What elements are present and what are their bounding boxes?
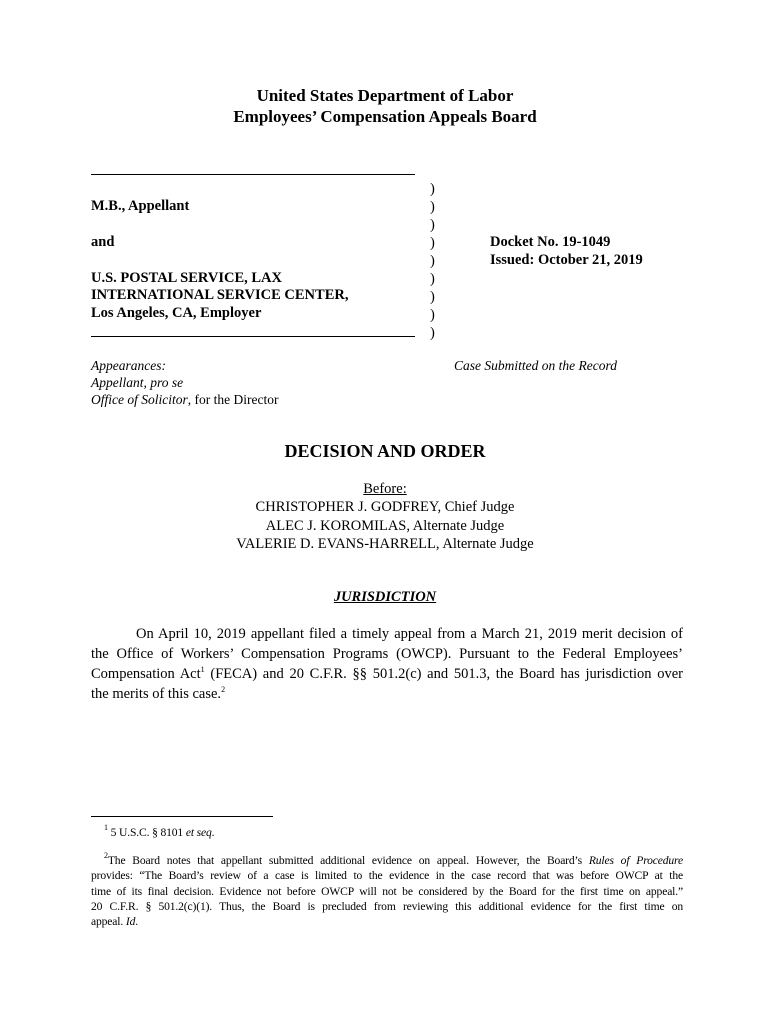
footnote-1-text: 5 U.S.C. § 8101 — [107, 826, 186, 839]
paragraph-line-4-text: the merits of this case. — [91, 686, 222, 702]
solicitor-name: Office of Solicitor — [91, 392, 188, 407]
employer-line-3: Los Angeles, CA, Employer — [91, 305, 262, 321]
judge-3: VALERIE D. EVANS-HARRELL, Alternate Judge — [236, 536, 534, 552]
rules-of-procedure: Rules of Procedure — [588, 854, 683, 867]
appearances-label: Appearances: — [91, 358, 166, 373]
board-title: Employees’ Compensation Appeals Board — [233, 107, 537, 126]
solicitor-appearance — [91, 392, 278, 408]
paren: ) — [430, 307, 435, 323]
caption-bottom-rule — [91, 336, 415, 337]
caption-top-rule — [91, 174, 415, 175]
footnote-1-mark: 1 — [104, 823, 108, 832]
paragraph-line-4 — [91, 684, 683, 704]
paren: ) — [430, 199, 435, 215]
footnote-2-line-1 — [91, 853, 683, 868]
paren: ) — [430, 271, 435, 287]
footnote-1 — [104, 825, 214, 840]
footnote-2-line-4: 20 C.F.R. § 501.2(c)(1). Thus, the Board is precluded from reviewing this additional evidence for the first time on — [91, 899, 683, 913]
footnote-2-mark: 2 — [104, 851, 108, 860]
paren: ) — [430, 253, 435, 269]
appellant-appearance: Appellant, pro se — [91, 375, 184, 390]
docket-number: Docket No. 19-1049 — [490, 234, 611, 250]
footnote-1-italic: et seq — [185, 826, 212, 839]
employer-line-1: U.S. POSTAL SERVICE, LAX — [91, 270, 282, 286]
footnote-separator — [91, 816, 273, 817]
footnote-2-line-3: time of its final decision. Evidence not before OWCP will not be considered by the Board for the first time on appeal.” — [91, 884, 683, 898]
footnote-ref-1[interactable]: 1 — [200, 665, 205, 674]
paren: ) — [430, 289, 435, 305]
before-label: Before: — [363, 481, 407, 497]
footnote-2-text-5a: appeal. — [91, 915, 126, 929]
solicitor-role: , for the Director — [187, 392, 279, 407]
paren: ) — [430, 181, 435, 197]
employer-line-2: INTERNATIONAL SERVICE CENTER, — [91, 287, 349, 303]
jurisdiction-heading: JURISDICTION — [333, 589, 437, 605]
footnote-2-text-1: The Board notes that appellant submitted additional evidence on appeal. However, the Board’s — [107, 854, 589, 867]
case-submitted-note: Case Submitted on the Record — [454, 358, 617, 373]
jurisdiction-paragraph — [91, 624, 683, 704]
footnote-ref-2[interactable]: 2 — [221, 685, 226, 694]
feca-name: Compensation Act — [91, 666, 201, 682]
agency-title: United States Department of Labor — [256, 86, 514, 105]
appellant-name: M.B., Appellant — [91, 198, 190, 214]
paren: ) — [430, 217, 435, 233]
paragraph-line-3 — [91, 664, 683, 684]
footnote-2-text-5b: . — [135, 915, 138, 929]
paragraph-line-1: On April 10, 2019 appellant filed a timely appeal from a March 21, 2019 merit decision of — [136, 626, 683, 642]
paragraph-line-3-rest: (FECA) and 20 C.F.R. §§ 501.2(c) and 501.3, the Board has jurisdiction over — [204, 666, 683, 682]
caption-and: and — [91, 234, 115, 250]
paren: ) — [430, 325, 435, 341]
footnote-1-end: . — [211, 826, 215, 839]
paren: ) — [430, 235, 435, 251]
id-citation: Id — [125, 915, 136, 929]
footnote-2 — [91, 853, 683, 929]
issued-date: Issued: October 21, 2019 — [490, 252, 643, 268]
judge-2: ALEC J. KOROMILAS, Alternate Judge — [265, 518, 505, 534]
footnote-2-line-5 — [91, 914, 683, 929]
judge-1: CHRISTOPHER J. GODFREY, Chief Judge — [255, 499, 515, 515]
footnote-2-line-2: provides: “The Board’s review of a case is limited to the evidence in the case record that was before OWCP at the — [91, 869, 683, 883]
paragraph-line-2: the Office of Workers’ Compensation Programs (OWCP). Pursuant to the Federal Employees’ — [91, 646, 683, 662]
decision-title: DECISION AND ORDER — [284, 441, 486, 461]
